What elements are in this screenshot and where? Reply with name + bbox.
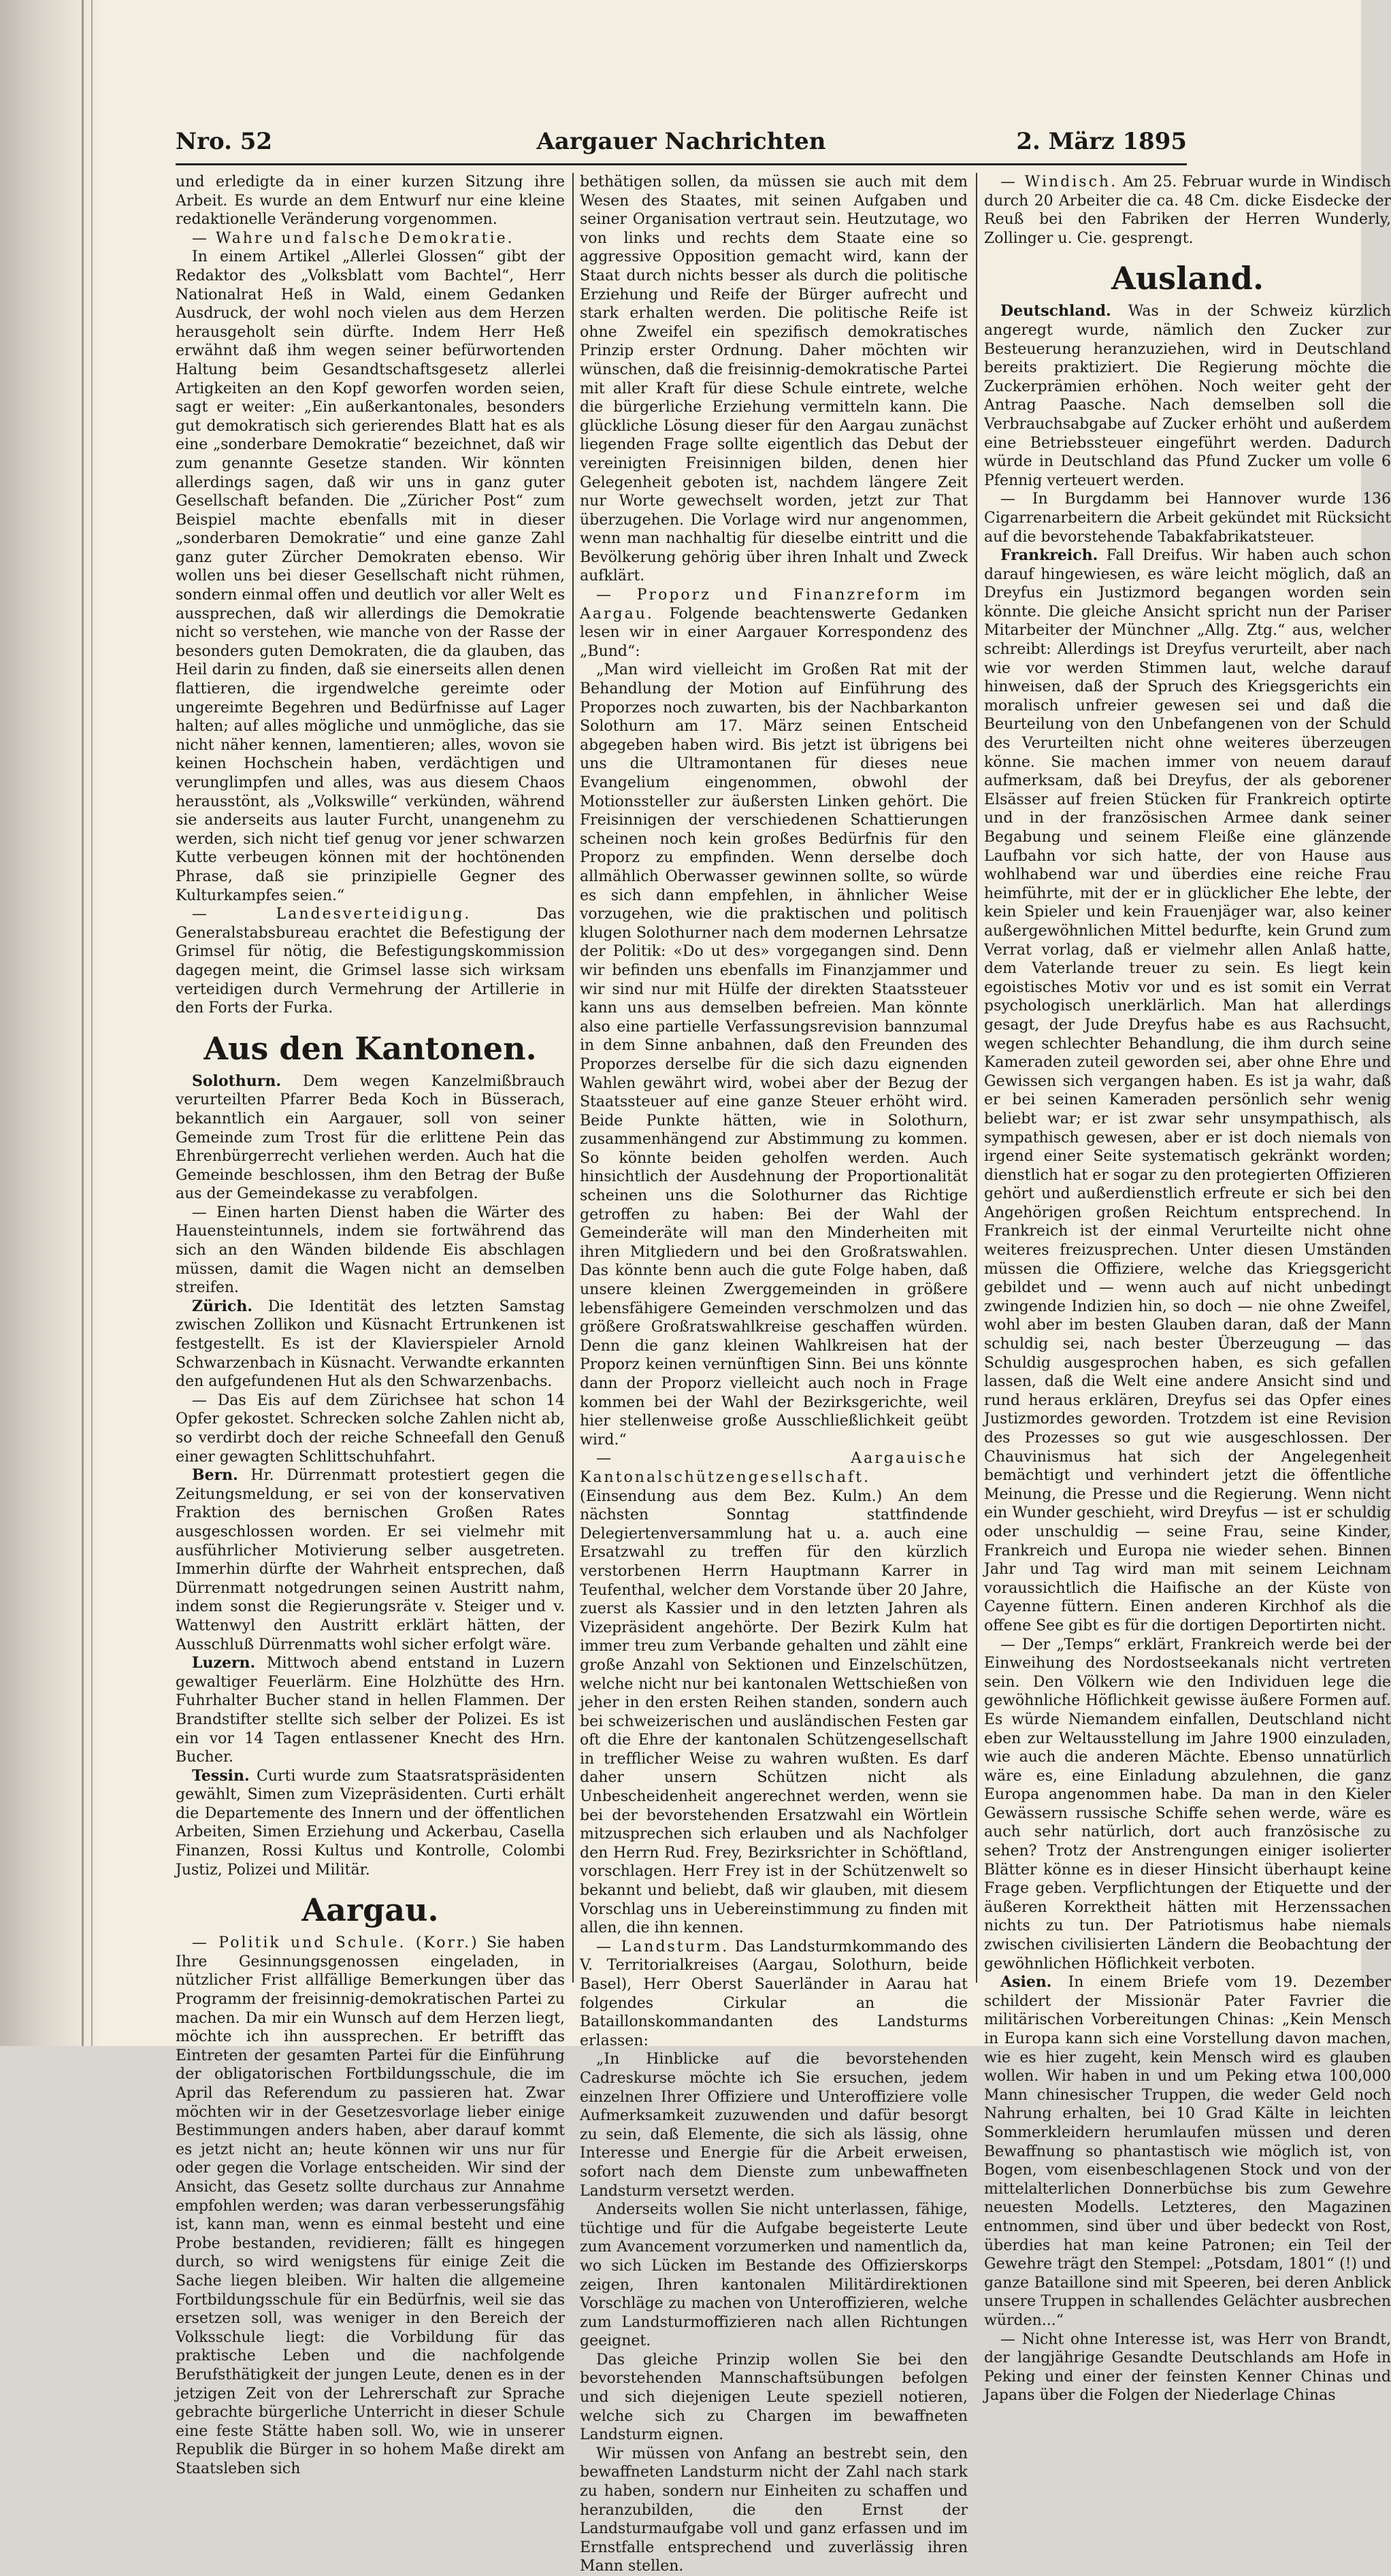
- page-fold-line: [82, 0, 84, 2046]
- article-text: Das Landsturmkommando des V. Territorialkreises (Aargau, Solothurn, beide Basel), Herr Oberst Sauerländer in Aarau hat folgendes Cirkular an die Bataillonskommandanten des Landsturms erlassen:: [580, 1938, 968, 2049]
- masthead: [176, 128, 1187, 162]
- column-divider: [976, 173, 977, 1983]
- article-title: — Aargauische Kantonalschützengesellschaft.: [580, 1450, 968, 1486]
- canton-label: Bern.: [192, 1466, 238, 1485]
- canton-label: Luzern.: [192, 1654, 256, 1672]
- page-fold-line: [91, 0, 93, 2046]
- article-paragraph: — Einen harten Dienst haben die Wärter des Hauensteintunnels, indem sie fortwährend das sich an den Wänden bildende Eis abschlagen müssen, damit die Wagen nicht an demselben streifen.: [176, 1204, 565, 1297]
- country-label: Deutschland.: [1000, 302, 1111, 320]
- article-text: In einem Briefe vom 19. Dezember schildert der Missionär Pater Favrier die militärischen Vorbereitungen Chinas: „Kein Mensch in Europa kann sich eine Vorstellung davon machen, wie es hier zugeht, kein Mensch wird es glauben wollen. Wir haben in und um Peking etwa 100,000 Mann chinesischer Truppen, die weder Geld noch Nahrung erhalten, bei 10 Grad Kälte in leichten Sommerkleidern herumlaufen müssen und deren Bewaffnung so phantastisch wie möglich ist, von Bogen, vom eisenbeschlagenen Stock und von der mittelalterlichen Donnerbüchse bis zum Gewehre neuesten Modells. Letzteres, den Magazinen entnommen, sind über und über bedeckt von Rost, überdies hat man keine Patronen; ein Teil der Gewehre trägt den Stempel: „Potsdam, 1801“ (!) und ganze Bataillone sind mit Speeren, bei deren Anblick unsere Truppen in schallendes Gelächter ausbrechen würden...“: [984, 1974, 1391, 2329]
- article-paragraph: [176, 905, 565, 1018]
- article-paragraph: [176, 1934, 565, 2478]
- article-text: Am 25. Februar wurde in Windisch durch 20 Arbeiter die ca. 48 Cm. dicke Eisdecke der Reuß bei den Fabriken der Herren Wunderly, Zollinger u. Cie. gesprengt.: [984, 174, 1391, 247]
- section-heading-kantone: Aus den Kantonen.: [203, 1029, 537, 1067]
- issue-number: Nro. 52: [176, 128, 273, 155]
- article-title: — Windisch.: [1000, 174, 1118, 191]
- article-paragraph: [984, 302, 1391, 490]
- canton-label: Solothurn.: [192, 1072, 281, 1090]
- article-title: — Landsturm.: [596, 1938, 730, 1955]
- article-text: Hr. Dürrenmatt protestiert gegen die Zeitungsmeldung, er sei von der konservativen Fraktion des bernischen Großen Rates ausgeschlossen worden. Er sei vielmehr mit ausführlicher Motivierung selber ausgetreten. Immerhin dürfte der Wahrheit entsprechen, daß Dürrenmatt notgedrungen seinen Austritt nahm, indem sonst die Regierungsräte v. Steiger und v. Wattenwyl den Austritt erklärt hätten, der Ausschluß Dürrenmatts wohl sicher erfolgt wäre.: [176, 1467, 565, 1653]
- article-paragraph: [176, 1767, 565, 1880]
- article-paragraph: und erledigte da in einer kurzen Sitzung ihre Arbeit. Es wurde an dem Entwurf nur eine kleine redaktionelle Veränderung vorgenommen.: [176, 174, 565, 229]
- column-3: [984, 173, 1391, 2405]
- article-paragraph: — In Burgdamm bei Hannover wurde 136 Cigarrenarbeitern die Arbeit gekündet mit Rücksicht auf die bevorstehende Tabakfabrikatsteuer.: [984, 491, 1391, 546]
- article-text: Folgende beachtenswerte Gedanken lesen wir in einer Aargauer Korrespondenz des „Bund“:: [580, 605, 968, 660]
- newspaper-title: Aargauer Nachrichten: [536, 128, 826, 155]
- section-heading-ausland: Ausland.: [1111, 260, 1264, 297]
- article-text: Das Generalstabsbureau erachtet die Befestigung der Grimsel für nötig, die Befestigungskommission dagegen meint, die Grimsel lasse sich wirksam verteidigen durch Vermehrung der Artillerie in den Forts der Furka.: [176, 906, 565, 1017]
- article-paragraph: In einem Artikel „Allerlei Glossen“ gibt der Redaktor des „Volksblatt vom Bachtel“, Herr Nationalrat Heß in Wald, einem Gedanken Ausdruck, der wohl noch vielen aus dem Herzen herausgeholt sein dürfte. Indem Herr Heß erwähnt daß ihm wegen seiner befürwortenden Haltung beim Gesandtschaftsgesetz allerlei Artigkeiten an den Kopf geworfen worden seien, sagt er weiter: „Ein außerkantonales, besonders gut demokratisch sich gerierendes Blatt hat es als eine „sonderbare Demokratie“ bezeichnet, daß wir zum genannte Gesetze standen. Wir könnten allerdings sagen, daß wir uns in ganz guter Gesellschaft befanden. Die „Züricher Post“ zum Beispiel machte ebenfalls mit in dieser „sonderbaren Demokratie“ und eine ganze Zahl ganz guter Zürcher Demokraten ebenso. Wir wollen uns bei dieser Gesellschaft nicht rühmen, sondern einmal offen und deutlich vor aller Welt es aussprechen, daß wir allerdings die Demokratie nicht so verstehen, wie manche von der Rasse der besonders guten Demokraten, die da glauben, das Heil darin zu finden, daß sie einerseits allen denen flattieren, die irgendwelche gereimte oder ungereimte Begehren und Bedürfnisse auf Lager halten; auf alles mögliche und unmögliche, das sie nicht näher kennen, lamentieren; alles, wovon sie keinen Hochschein haben, verdächtigen und verunglimpfen und alles, was aus diesem Chaos herausstönt, als „Volkswille“ verkünden, während sie anderseits aus lauter Furcht, unangenehm zu werden, sich nicht tief genug vor jener schwarzen Kutte verbeugen können mit der hochtönenden Phrase, daß sie prinzipielle Gegner des Kulturkampfes seien.“: [176, 248, 565, 904]
- article-title: — Proporz und Finanzreform im Aargau.: [580, 587, 968, 623]
- article-paragraph: [176, 1298, 565, 1391]
- article-paragraph: [176, 229, 565, 248]
- book-binding: [0, 0, 102, 2046]
- article-text: Fall Dreifus. Wir haben auch schon darauf hingewiesen, es wäre leicht möglich, daß an Dreyfus ein Justizmord begangen worden sein könnte. Die gleiche Ansicht spricht nun der Pariser Mitarbeiter der Münchner „Allg. Ztg.“ aus, welcher schreibt: Allerdings ist Dreyfus verurteilt, aber nach wie vor werden Stimmen laut, welche darauf hinweisen, daß der Spruch des Kriegsgerichts ein moralisch unfreier gewesen sei und daß die Beurteilung von den Unbefangenen von der Schuld des Verurteilten nicht ohne weiteres überzeugen könne. Sie machen immer von neuem darauf aufmerksam, daß bei Dreyfus, der als geborener Elsässer auf freien Stücken für Frankreich optirte und in der französischen Armee dank seiner Begabung und seinem Fleiße eine glänzende Laufbahn vor sich hatte, der von Hause aus wohlhabend war und überdies eine reiche Frau heimführte, mit der er in glücklicher Ehe lebte, der kein Spieler und kein Frauenjäger war, also keiner außergewöhnlichen Mittel bedurfte, kein Grund zum Verrat vorlag, daß er vielmehr allen Anlaß hatte, dem Vaterlande treuer zu sein. Es liegt kein egoistisches Motiv vor und es ist somit ein Verrat psychologisch unerklärlich. Man hat allerdings gesagt, der Jude Dreyfus habe es aus Rachsucht, wegen schlechter Behandlung, die ihm durch seine Kameraden zuteil geworden sei, aber ohne Ehre und Gewissen sich vergangen haben. Es ist ja wahr, daß er bei seinen Kameraden persönlich sehr wenig beliebt war; er ist zwar sehr unsympathisch, als sympathisch gewesen, aber er ist doch niemals von irgend einer Seite systematisch gekränkt worden; dienstlich hat er sogar zu den protegierten Offizieren gehört und außerdienstlich erfreute er sich bei den Angehörigen großen Reichtum entsprechend. In Frankreich ist der einmal Verurteilte nicht ohne weiteres freizusprechen. Unter diesen Umständen müssen die Offiziere, welche das Kriegsgericht gebildet und — wenn auch auf nicht unbedingt zwingende Indizien hin, so doch — nie ohne Zweifel, wohl aber im besten Glauben daran, daß der Mann schuldig sei, nach bester Überzeugung — das Schuldig ausgesprochen haben, es sich gefallen lassen, daß die Welt eine andere Ansicht sind und rund heraus erklären, Dreyfus sei das Opfer eines Justizmordes geworden. Trotzdem ist eine Revision des Prozesses so gut wie ausgeschlossen. Der Chauvinismus hat sich der Angelegenheit bemächtigt und verhindert jetzt die öffentliche Meinung, die Presse und die Regierung. Wenn nicht ein Wunder geschieht, wird Dreyfus — ist er schuldig oder unschuldig — seine Frau, seine Kinder, Frankreich und Europa nie wieder sehen. Binnen Jahr und Tag wird man mit seinem Leichnam voraussichtlich die Haifische an der Küste von Cayenne füttern. Einen anderen Kirchhof als die offene See gibt es für die dortigen Deportirten nicht.: [984, 547, 1391, 1634]
- section-heading-aargau: Aargau.: [301, 1892, 439, 1929]
- article-paragraph: [580, 586, 968, 661]
- article-text: Sie haben Ihre Gesinnungsgenossen eingeladen, in nützlicher Frist allfällige Bemerkungen über das Programm der freisinnig-demokratischen Partei zu machen. Da mir ein Wunsch auf dem Herzen liegt, möchte ich ihn aussprechen. Er betrifft das Eintreten der gesamten Partei für die Einführung der obligatorischen Fortbildungsschule, die im April das Referendum zu passieren hat. Zwar möchten wir in der Gesetzesvorlage lieber einige Bestimmungen anders haben, aber darauf kommt es jetzt nicht an; heute können wir uns nur für oder gegen die Vorlage entscheiden. Wir sind der Ansicht, das Gesetz sollte durchaus zur Annahme empfohlen werden; was daran verbesserungsfähig ist, kann man, wenn es einmal besteht und eine Probe bestanden, revidieren; fällt es hingegen durch, so wird wenigstens für einige Zeit die Sache liegen bleiben. Wir halten die allgemeine Fortbildungsschule für ein Bedürfnis, weil sie das ersetzen soll, was weniger in den Bereich der Volksschule liegt: die Vorbildung für das praktische Leben und die nachfolgende Berufsthätigkeit der jungen Leute, denen es in der jetzigen Zeit von der Lehrerschaft zur Sprache gebrachte bürgerliche Unterricht in dieser Schule eine feste Stätte haben soll. Wo, wie in unserer Republik die Bürger in so hohem Maße direkt am Staatsleben sich: [176, 1934, 565, 2477]
- article-paragraph: [176, 1072, 565, 1204]
- country-label: Frankreich.: [1000, 546, 1098, 565]
- canton-label: Zürich.: [192, 1297, 253, 1315]
- article-text: Die Identität des letzten Samstag zwischen Zollikon und Küsnacht Ertrunkenen ist festgestellt. Es ist der Klavierspieler Arnold Schwarzenbach in Küsnacht. Verwandte erkannten den aufgefundenen Hut als den Schwarzenbachs.: [176, 1298, 566, 1391]
- article-paragraph: „Man wird vielleicht im Großen Rat mit der Behandlung der Motion auf Einführung des Proporzes noch zuwarten, bis der Nachbarkanton Solothurn am 17. März seinen Entscheid abgegeben haben wird. Bis jetzt ist übrigens bei uns die Ultramontanen für dieses neue Evangelium eingenommen, obwohl der Motionssteller zur äußersten Linken gehört. Die Freisinnigen der verschiedenen Schattierungen scheinen noch kein großes Bedürfnis für den Proporz zu empfinden. Wenn derselbe doch allmählich Oberwasser gewinnen sollte, so würde es sich dann empfehlen, in ähnlicher Weise vorzugehen, wie die praktischen und politisch klugen Solothurner nach dem modernen Lehrsatze der Politik: «Do ut des» vorgegangen sind. Denn wir befinden uns ebenfalls im Finanzjammer und wir sind nur mit Hülfe der direkten Staatssteuer kann uns aus demselben befreien. Man könnte also eine partielle Verfassungsrevision bannzumal in dem Sinne anbahnen, daß den Freunden des Proporzes derselbe für die sich dazu eignenden Wahlen gewährt wird, wobei aber der Bezug der Staatssteuer auf eine ganze Steuer erhöht wird. Beide Punkte hätten, wie in Solothurn, zusammenhängend zur Abstimmung zu kommen. So könnte beiden geholfen werden. Auch hinsichtlich der Ausdehnung der Proportionalität scheinen uns die Solothurner das Richtige getroffen zu haben: Bei der Wahl der Gemeinderäte will man den Minderheiten mit ihren Mitgliedern und bei den Großratswahlen. Das könnte benn auch die gute Folge haben, daß unsere kleinen Zwerggemeinden in größere lebensfähigere Gemeinden verschmolzen und das größere Großratswahlkreise geschaffen würden. Denn die ganz kleinen Wahlkreisen hat der Proporz keinen vernünftigen Sinn. Bei uns könnte dann der Proporz vielleicht auch noch in Frage kommen bei der Wahl der Bezirksgerichte, weil hier stellenweise große Ausschließlichkeit geübt wird.“: [580, 661, 968, 1449]
- article-text: (Einsendung aus dem Bez. Kulm.) An dem nächsten Sonntag stattfindende Delegiertenversammlung hat u. a. auch eine Ersatzwahl zu treffen für den kürzlich verstorbenen Herrn Hauptmann Karrer in Teufenthal, welcher dem Vorstande über 20 Jahre, zuerst als Kassier und in den letzten Jahren als Vizepräsident angehörte. Der Bezirk Kulm hat immer treu zum Verbande gehalten und zählt eine große Anzahl von Sektionen und Einzelschützen, welche nicht nur bei kantonalen Wettschießen von jeher in den ersten Reihen standen, sondern auch bei schweizerischen und ausländischen Festen gar oft die Ehre der kantonalen Schützengesellschaft in trefflicher Weise zu wahren wußten. Es darf daher unsern Schützen nicht als Unbescheidenheit angerechnet werden, wenn sie bei der bevorstehenden Ersatzwahl ein Wörtlein mitzusprechen sich erlauben und als Nachfolger den Herrn Rud. Frey, Bezirksrichter in Schöftland, vorschlagen. Herr Frey ist in der Schützenwelt so bekannt und beliebt, daß wir glauben, mit diesem Vorschlag uns in Uebereinstimmung zu finden mit allen, die ihn kennen.: [580, 1487, 968, 1937]
- article-paragraph: [984, 546, 1391, 1635]
- article-paragraph: Anderseits wollen Sie nicht unterlassen, fähige, tüchtige und für die Aufgabe begeisterte Leute zum Avancement vorzumerken und namentlich da, wo sich Lücken im Bestande des Offizierskorps zeigen, Ihren kantonalen Militärdirektionen Vorschläge zu machen von Unteroffizieren, welche zum Landsturmoffizieren nach allen Richtungen geeignet.: [580, 2201, 968, 2350]
- article-paragraph: — Der „Temps“ erklärt, Frankreich werde bei der Einweihung des Nordostseekanals nicht vertreten sein. Den Völkern wie den Individuen lege die gewöhnliche Höflichkeit gewisse äußere Formen auf. Es würde Niemandem einfallen, Deutschland nicht eben zur Weltausstellung im Jahre 1900 einzuladen, wie auch die anderen Mächte. Ebenso unnatürlich wäre es, eine Einladung abzulehnen, die ganz Europa angenommen habe. Da man in den Kieler Gewässern russische Schiffe sehen werde, wäre es auch sehr natürlich, dort auch französische zu sehen? Trotz der Anstrengungen einiger isolierter Blätter könne es in dieser Hinsicht überhaupt keine Frage geben. Verpflichtungen der Etiquette und der äußeren Korrektheit hätten mit Herzenssachen nichts zu tun. Der Patriotismus habe niemals zwischen civilisierten Ländern die Beobachtung der gewöhnlichen Höflichkeit verboten.: [984, 1636, 1391, 1972]
- canton-label: Tessin.: [192, 1766, 250, 1785]
- article-paragraph: [580, 1938, 968, 2051]
- article-paragraph: Wir müssen von Anfang an bestrebt sein, den bewaffneten Landsturm nicht der Zahl nach stark zu haben, sondern nur Einheiten zu schaffen und heranzubilden, die den Ernst der Landsturmaufgabe voll und ganz erfassen und im Ernstfalle entsprechend und zuverlässig ihren Mann stellen.: [580, 2445, 968, 2575]
- article-paragraph: — Nicht ohne Interesse ist, was Herr von Brandt, der langjährige Gesandte Deutschlands am Hofe in Peking und einer der feinsten Kenner Chinas und Japans über die Folgen der Niederlage Chinas: [984, 2330, 1391, 2405]
- article-text: Dem wegen Kanzelmißbrauch verurteilten Pfarrer Beda Koch in Büsserach, bekanntlich ein Aargauer, soll von seiner Gemeinde zum Trost für die erlittene Pein das Ehrenbürgerrecht verliehen werden. Auch hat die Gemeinde beschlossen, ihm den Betrag der Buße aus der Gemeindekasse zu verabfolgen.: [176, 1072, 565, 1203]
- column-divider: [572, 173, 574, 1983]
- article-text: Was in der Schweiz kürzlich angeregt wurde, nämlich den Zucker zur Besteuerung heranzuziehen, wird in Deutschland bereits praktiziert. Die Regierung möchte die Zuckerprämien erhöhen. Noch weiter geht der Antrag Paasche. Nach demselben soll die Verbrauchsabgabe auf Zucker erhöht und außerdem eine Betriebssteuer eingeführt werden. Dadurch würde in Deutschland das Pfund Zucker um volle 6 Pfennig verteuert werden.: [984, 303, 1391, 489]
- article-paragraph: bethätigen sollen, da müssen sie auch mit dem Wesen des Staates, mit seinen Aufgaben und seiner Organisation vertraut sein. Heutzutage, wo von links und rechts dem Staate eine so aggressive Opposition gemacht wird, kann der Staat durch nichts besser als durch die politische Erziehung und Reife der Bürger aufrecht und stark erhalten werden. Die politische Reife ist ohne Zweifel ein spezifisch demokratisches Prinzip erster Ordnung. Daher möchten wir wünschen, daß die freisinnig-demokratische Partei mit aller Kraft für diese Schule eintrete, welche die bürgerliche Erziehung vermitteln kann. Die glückliche Lösung dieser für den Aargau zunächst liegenden Frage sollte eigentlich das Debut der vereinigten Freisinnigen bilden, denen hier Gelegenheit geboten ist, nachdem längere Zeit nur Worte gewechselt worden, jetzt zur That überzugehen. Die Vorlage wird nur angenommen, wenn man nachhaltig für dieselbe eintritt und die Bevölkerung gehörig über ihren Inhalt und Zweck aufklärt.: [580, 174, 968, 585]
- article-title: — Landesverteidigung.: [192, 906, 472, 923]
- article-title: — Wahre und falsche Demokratie.: [192, 229, 514, 247]
- masthead-rule: [176, 163, 1187, 165]
- issue-date: 2. März 1895: [1016, 128, 1187, 155]
- article-paragraph: Das gleiche Prinzip wollen Sie bei den bevorstehenden Mannschaftsübungen befolgen und sich diejenigen Leute speziell notieren, welche sich zu Chargen im bewaffneten Landsturm eignen.: [580, 2351, 968, 2444]
- column-2: [580, 173, 968, 2575]
- article-paragraph: [984, 1973, 1391, 2330]
- article-text: Mittwoch abend entstand in Luzern gewaltiger Feuerlärm. Eine Holzhütte des Hrn. Fuhrhalter Bucher stand in hellen Flammen. Der Brandstifter stellte sich selber der Polizei. Es ist ein vor 14 Tagen entlassener Knecht des Hrn. Bucher.: [176, 1655, 566, 1766]
- article-text: Curti wurde zum Staatsratspräsidenten gewählt, Simen zum Vizepräsidenten. Curti erhält die Departemente des Innern und der öffentlichen Arbeiten, Simen Erziehung und Ackerbau, Casella Finanzen, Rossi Kultus und Kontrolle, Colombi Justiz, Polizei und Militär.: [176, 1767, 566, 1879]
- article-paragraph: [176, 1654, 565, 1767]
- article-paragraph: „In Hinblicke auf die bevorstehenden Cadreskurse möchte ich Sie ersuchen, jedem einzelnen Ihrer Offiziere und Unteroffiziere volle Aufmerksamkeit zuzuwenden und dafür besorgt zu sein, daß Elemente, die sich als lässig, ohne Interesse und Energie für die Arbeit erweisen, sofort nach dem Dienste zum unbewaffneten Landsturm versetzt werden.: [580, 2051, 968, 2200]
- country-label: Asien.: [1000, 1973, 1052, 1992]
- article-paragraph: [176, 1466, 565, 1654]
- article-paragraph: — Das Eis auf dem Zürichsee hat schon 14 Opfer gekostet. Schrecken solche Zahlen nicht ab, so verdirbt doch der reiche Schneefall den Genuß einer gewagten Schlittschuhfahrt.: [176, 1391, 565, 1466]
- column-1: [176, 173, 566, 2477]
- article-paragraph: [580, 1449, 968, 1937]
- article-title: — Politik und Schule. (Korr.): [192, 1934, 479, 1952]
- article-paragraph: [984, 173, 1391, 248]
